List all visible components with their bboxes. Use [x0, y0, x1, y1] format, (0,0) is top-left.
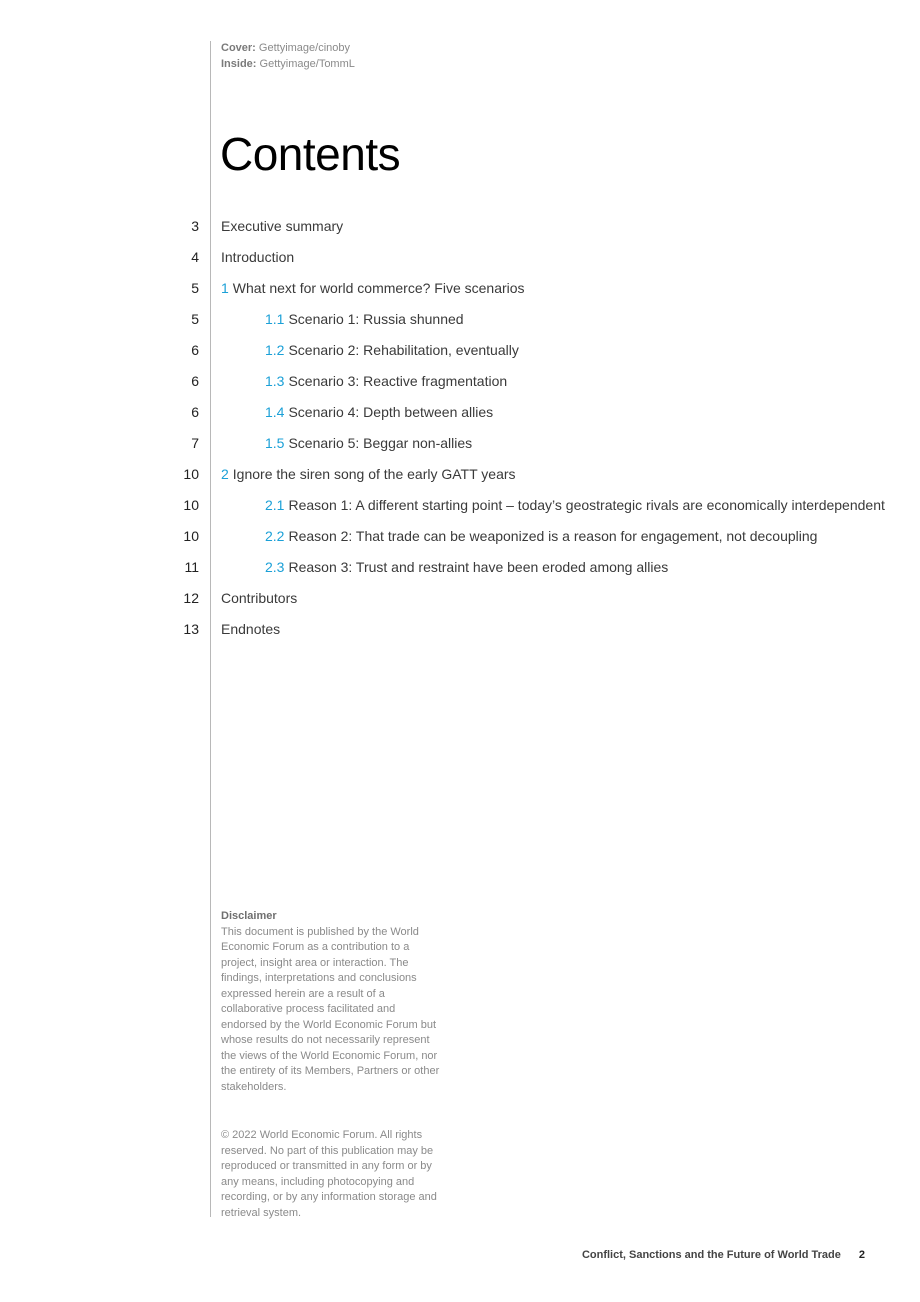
toc-entry-text: Endnotes: [221, 621, 281, 637]
toc-page-number: 13: [183, 621, 199, 637]
toc-entry-text: Executive summary: [221, 218, 344, 234]
toc-row[interactable]: [0, 367, 920, 398]
toc-row[interactable]: [0, 615, 920, 646]
toc-entry-text: Reason 2: That trade can be weaponized is a reason for engagement, not decoupling: [288, 528, 818, 544]
toc-row[interactable]: [0, 212, 920, 243]
toc-row[interactable]: [0, 274, 920, 305]
toc-entry-link[interactable]: [221, 212, 343, 240]
toc-entry-link[interactable]: [221, 243, 294, 271]
toc-entry-text: What next for world commerce? Five scenarios: [232, 280, 525, 296]
toc-page-number: 10: [183, 528, 199, 544]
toc-entry-link[interactable]: [265, 367, 507, 395]
toc-entry-link[interactable]: [265, 398, 493, 426]
toc-entry-text: Scenario 3: Reactive fragmentation: [288, 373, 508, 389]
toc-section-number: 1.5: [265, 435, 285, 451]
toc-section-number: 1: [221, 280, 229, 296]
footer-page-number: 2: [858, 1249, 865, 1261]
toc-entry-text: Reason 3: Trust and restraint have been eroded among allies: [288, 559, 669, 575]
toc-page-number: 4: [191, 249, 199, 265]
toc-entry-link[interactable]: [265, 491, 885, 519]
toc-entry-text: Scenario 2: Rehabilitation, eventually: [288, 342, 519, 358]
toc-entry-text: Scenario 4: Depth between allies: [288, 404, 494, 420]
toc-entry-text: Scenario 5: Beggar non-allies: [288, 435, 473, 451]
toc-section-number: 1.2: [265, 342, 285, 358]
toc-entry-text: Introduction: [221, 249, 295, 265]
toc-entry-text: Ignore the siren song of the early GATT years: [232, 466, 516, 482]
toc-entry-link[interactable]: [221, 460, 516, 488]
toc-page-number: 10: [183, 466, 199, 482]
toc-row[interactable]: [0, 522, 920, 553]
toc-entry-link[interactable]: [265, 336, 519, 364]
toc-row[interactable]: [0, 553, 920, 584]
toc-entry-link[interactable]: [221, 584, 297, 612]
toc-section-number: 1.3: [265, 373, 285, 389]
toc-entry-text: Scenario 1: Russia shunned: [288, 311, 464, 327]
toc-page-number: 6: [191, 404, 199, 420]
toc-row[interactable]: [0, 584, 920, 615]
toc-page-number: 3: [191, 218, 199, 234]
toc-entry-link[interactable]: [221, 274, 525, 302]
toc-entry-link[interactable]: [265, 305, 464, 333]
page-title: Contents: [220, 128, 401, 180]
toc-row[interactable]: [0, 243, 920, 274]
toc-page-number: 12: [183, 590, 199, 606]
toc-page-number: 6: [191, 342, 199, 358]
toc-entry-link[interactable]: [265, 522, 817, 550]
toc-page-number: 10: [183, 497, 199, 513]
disclaimer: [221, 909, 441, 1095]
copyright-notice: © 2022 World Economic Forum. All rights reserved. No part of this publication may be reproduced or transmitted in any form or by any means, including photocopying and recording, or by any information storage and retrieval system.: [221, 1129, 437, 1219]
toc-section-number: 2: [221, 466, 229, 482]
toc-page-number: 7: [191, 435, 199, 451]
toc-row[interactable]: [0, 429, 920, 460]
toc-entry-link[interactable]: [265, 429, 472, 457]
page-footer: [582, 1249, 865, 1261]
toc-section-number: 1.4: [265, 404, 285, 420]
toc-row[interactable]: [0, 460, 920, 491]
toc-section-number: 2.1: [265, 497, 285, 513]
toc-row[interactable]: [0, 491, 920, 522]
toc-row[interactable]: [0, 305, 920, 336]
toc-row[interactable]: [0, 398, 920, 429]
inside-credit: Inside: Gettyimage/TommL: [221, 58, 355, 70]
toc-section-number: 1.1: [265, 311, 285, 327]
toc-entry-link[interactable]: [221, 615, 280, 643]
toc-section-number: 2.3: [265, 559, 285, 575]
toc-entry-link[interactable]: [265, 553, 668, 581]
toc-row[interactable]: [0, 336, 920, 367]
toc-entry-text: Contributors: [221, 590, 298, 606]
toc-page-number: 5: [191, 311, 199, 327]
toc-page-number: 6: [191, 373, 199, 389]
disclaimer-heading: Disclaimer: [221, 910, 277, 922]
toc-entry-text: Reason 1: A different starting point – today’s geostrategic rivals are economically interdependent: [288, 497, 885, 513]
image-credits: [221, 40, 355, 72]
footer-title: Conflict, Sanctions and the Future of World Trade: [581, 1249, 841, 1261]
toc-page-number: 11: [184, 559, 199, 575]
disclaimer-body: This document is published by the World Economic Forum as a contribution to a project, insight area or interaction. The findings, interpretations and conclusions expressed herein are a result of a collaborative process facilitated and endorsed by the World Economic Forum but whose results do not necessarily represent the views of the World Economic Forum, nor the entirety of its Members, Partners or other stakeholders.: [221, 925, 440, 1093]
toc-section-number: 2.2: [265, 528, 285, 544]
table-of-contents: [0, 212, 920, 646]
toc-page-number: 5: [191, 280, 199, 296]
cover-credit: Cover: Gettyimage/cinoby: [221, 42, 351, 54]
